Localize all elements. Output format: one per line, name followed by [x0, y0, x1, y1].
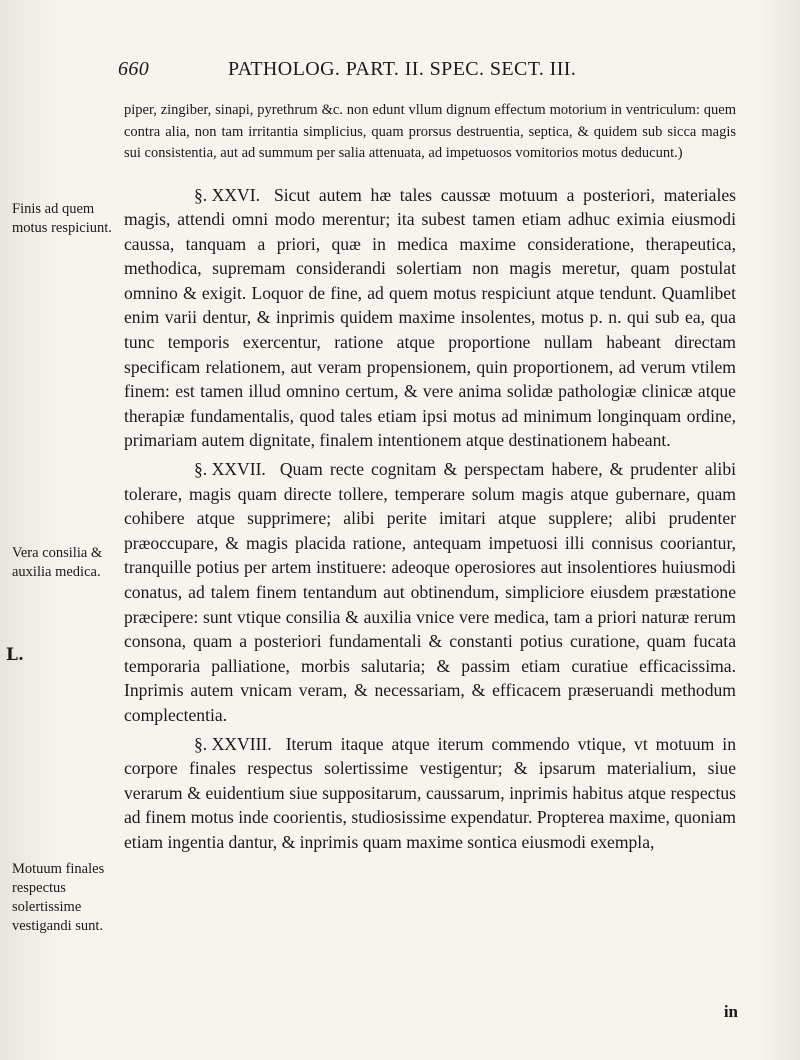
margin-mark: L.	[6, 645, 24, 665]
continuation-paragraph: piper, zingiber, sinapi, pyrethrum &c. non edunt vllum dignum effectum motorium in ventriculum: quem contra alia, non tam irritantia simplicius, quam prorsus destruentia, septica, & quidem sub sicca magis sui consistentia, aut ad summum per salia attenuata, ad impetuosos vomitorios motus deducunt.)	[124, 102, 736, 161]
margin-note-1: Finis ad quem motus respiciunt.	[12, 201, 112, 236]
main-text	[124, 100, 736, 855]
margin-note-3: Motuum finales respectus solertissime vestigandi sunt.	[12, 861, 105, 934]
section-xxviii	[124, 732, 736, 855]
section-number: §. XXVI.	[194, 184, 260, 205]
running-header	[118, 58, 758, 86]
section-text: Iterum itaque atque iterum commendo vtique, vt motuum in corpore finales respectus solertissime vestigentur; & ipsarum materialium, siue verarum & euidentium siue suppositarum, caussarum, inprimis habitus atque respectus ad finem motus inde coorientis, studiosissime expendatur. Propterea maxime, quoniam etiam ingentia dantur, & inprimis quam maxime sontica eiusmodi exempla,	[124, 733, 736, 852]
running-title: PATHOLOG. PART. II. SPEC. SECT. III.	[228, 58, 577, 80]
section-number: §. XXVII.	[194, 459, 266, 480]
page-number: 660	[118, 58, 150, 80]
section-number: §. XXVIII.	[194, 733, 272, 754]
section-xxvii	[124, 457, 736, 728]
margin-note-2: Vera consilia & auxilia medica.	[12, 545, 103, 580]
section-text: Quam recte cognitam & perspectam habere, & prudenter alibi tolerare, magis quam directe tollere, temperare solum magis atque gubernare, quam cohibere atque supprimere; alibi perite imitari atque supplere; alibi prudenter præoccupare, & magis placida ratione, antequam impetuosi illi connisus cooriantur, tranquille potius per artem instituere: adeoque operosiores aut insolentiores huiusmodi conatus, ad talem finem tentandum aut obtinendum, simpliciore eiusdem præstatione præcipere: sunt vtique consilia & auxilia vnice vere medica, tam a priori naturæ rerum consona, quam a posteriori fundamentali & constanti potius curatione, quam fucata temporaria palliatione, morbis salutaria; & passim etiam curatiue efficacissima. Inprimis autem vnicam veram, & necessariam, & efficacem præseruandi methodum complectentia.	[124, 459, 736, 725]
section-text: Sicut autem hæ tales caussæ motuum a posteriori, materiales magis, attendi omni modo merentur; ita subest tamen etiam adhuc eximia eiusmodi caussa, tanquam a priori, quæ in medica maxime consideratione, therapeutica, methodica, supremam considerandi solertiam non magis meretur, quam postulat omnino & exigit. Loquor de fine, ad quem motus respiciunt atque tendunt. Quamlibet enim varii dentur, & inprimis quidem maxime insolentes, motus p. n. qui sub ea, qua tunc temporis exercentur, ratione atque proportione nullam habeant directam specificam relationem, aut veram propensionem, quin proportionem, ad verum vtilem finem: est tamen illud omnino certum, & vere anima solidæ pathologiæ clinicæ atque therapiæ fundamentalis, quod tales etiam ipsi motus ad minimum longinquam ordine, primariam autem dignitate, finalem intentionem atque destinationem habeant.	[124, 184, 736, 451]
section-xxvi	[124, 183, 736, 454]
catchword: in	[723, 1002, 738, 1021]
